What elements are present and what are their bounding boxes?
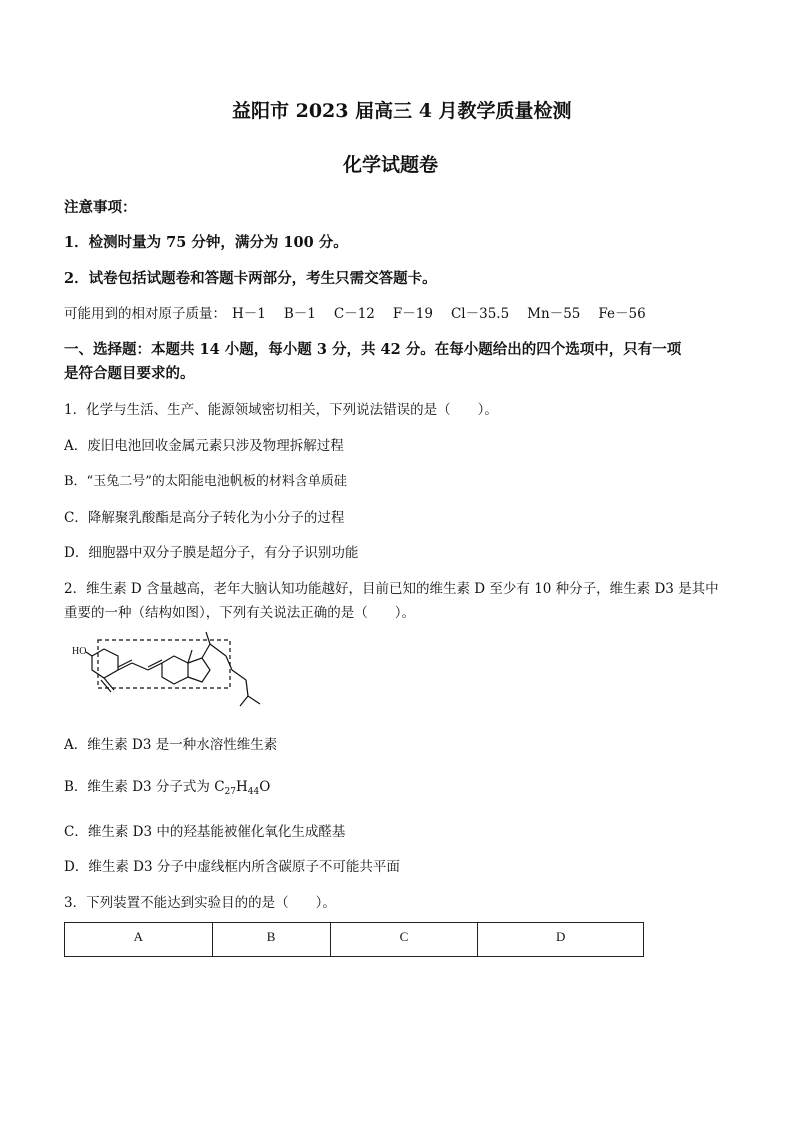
atomic-mass-f: F－19 <box>392 306 433 322</box>
atomic-masses-label: 可能用到的相对原子质量： <box>64 306 226 322</box>
q2-option-b-suffix: O <box>259 779 271 795</box>
table-header-a: A <box>65 923 213 957</box>
notice-item-1: 1．检测时量为 75 分钟，满分为 100 分。 <box>64 234 348 251</box>
q1-stem: 1．化学与生活、生产、能源领域密切相关，下列说法错误的是（ ）。 <box>64 402 498 418</box>
hydroxyl-label: HO <box>72 646 87 657</box>
ring-c <box>162 656 188 684</box>
q2-option-b-prefix: B．维生素 D3 分子式为 C <box>64 779 225 795</box>
section-instructions-line1: 一、选择题：本题共 14 小题，每小题 3 分，共 42 分。在每小题给出的四个选项中，只有一项 <box>64 341 682 358</box>
q2-option-b-sub-c: 27 <box>224 787 236 797</box>
q3-apparatus-table <box>64 922 644 957</box>
q2-option-b <box>64 775 270 797</box>
atomic-masses <box>64 302 664 322</box>
notice-item-2: 2．试卷包括试题卷和答题卡两部分，考生只需交答题卡。 <box>64 270 437 287</box>
atomic-mass-c: C－12 <box>333 306 375 322</box>
q2-option-c: C．维生素 D3 中的羟基能被催化氧化生成醛基 <box>64 824 346 840</box>
q2-option-b-sub-h: 44 <box>247 787 260 797</box>
q2-option-b-h: H <box>236 779 248 795</box>
atomic-mass-mn: Mn－55 <box>527 306 581 322</box>
q1-option-b: B．“玉兔二号”的太阳能电池帆板的材料含单质硅 <box>64 474 347 489</box>
exam-subtitle: 化学试题卷 <box>343 154 439 176</box>
q2-option-d: D．维生素 D3 分子中虚线框内所含碳原子不可能共平面 <box>64 859 400 875</box>
table-header-b: B <box>212 923 330 957</box>
atomic-mass-cl: Cl－35.5 <box>450 306 510 322</box>
q1-option-d: D．细胞器中双分子膜是超分子，有分子识别功能 <box>64 545 359 561</box>
q2-stem-line1: 2．维生素 D 含量越高，老年大脑认知功能越好，目前已知的维生素 D 至少有 10 种分子，维生素 D3 是其中 <box>64 581 719 597</box>
ring-a <box>92 649 118 678</box>
section-instructions-line2: 是符合题目要求的。 <box>64 365 195 382</box>
q1-option-c: C．降解聚乳酸酯是高分子转化为小分子的过程 <box>64 510 345 526</box>
atomic-mass-h: H－1 <box>232 306 266 322</box>
q1-option-a: A．废旧电池回收金属元素只涉及物理拆解过程 <box>64 438 344 454</box>
q2-stem-line2: 重要的一种（结构如图），下列有关说法正确的是（ ）。 <box>64 605 415 621</box>
atomic-mass-b: B－1 <box>283 306 316 322</box>
exam-title: 益阳市 2023 届高三 4 月教学质量检测 <box>232 100 572 122</box>
table-header-d: D <box>478 923 644 957</box>
atomic-mass-fe: Fe－56 <box>598 306 646 322</box>
vitamin-d3-structure-figure <box>70 630 370 710</box>
notice-heading: 注意事项： <box>64 199 137 216</box>
q3-stem: 3．下列装置不能达到实验目的的是（ ）。 <box>64 895 336 911</box>
ring-d <box>188 658 210 682</box>
table-row <box>65 923 644 957</box>
q2-option-a: A．维生素 D3 是一种水溶性维生素 <box>64 737 278 753</box>
table-header-c: C <box>330 923 478 957</box>
